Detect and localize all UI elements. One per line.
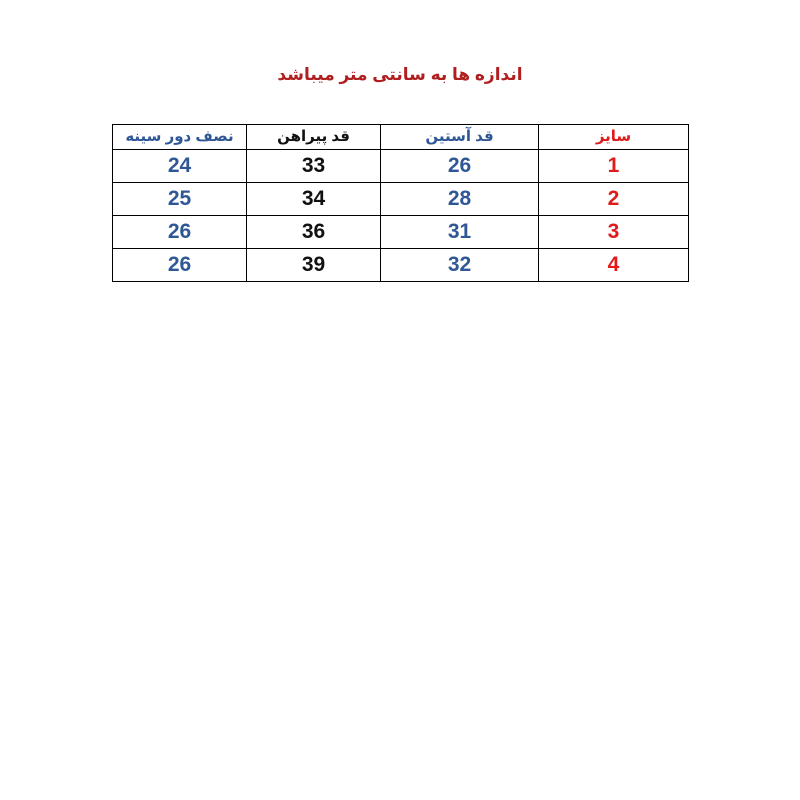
header-size: سایز [539, 125, 689, 150]
header-shirt-length: قد پیراهن [247, 125, 381, 150]
header-sleeve-length: قد آستین [381, 125, 539, 150]
table-row [113, 216, 689, 249]
cell-shirt-length: 33 [247, 150, 381, 183]
table-row [113, 183, 689, 216]
table-header-row [113, 125, 689, 150]
table-row [113, 249, 689, 282]
cell-shirt-length: 36 [247, 216, 381, 249]
cell-half-chest: 26 [113, 216, 247, 249]
cell-half-chest: 24 [113, 150, 247, 183]
page-title: اندازه ها به سانتی متر میباشد [277, 65, 523, 84]
cell-shirt-length: 34 [247, 183, 381, 216]
cell-half-chest: 25 [113, 183, 247, 216]
cell-size: 4 [539, 249, 689, 282]
cell-size: 3 [539, 216, 689, 249]
cell-size: 2 [539, 183, 689, 216]
cell-half-chest: 26 [113, 249, 247, 282]
header-half-chest: نصف دور سینه [113, 125, 247, 150]
size-chart-table [112, 124, 689, 282]
cell-size: 1 [539, 150, 689, 183]
cell-sleeve-length: 28 [381, 183, 539, 216]
cell-shirt-length: 39 [247, 249, 381, 282]
table-row [113, 150, 689, 183]
cell-sleeve-length: 26 [381, 150, 539, 183]
cell-sleeve-length: 32 [381, 249, 539, 282]
cell-sleeve-length: 31 [381, 216, 539, 249]
